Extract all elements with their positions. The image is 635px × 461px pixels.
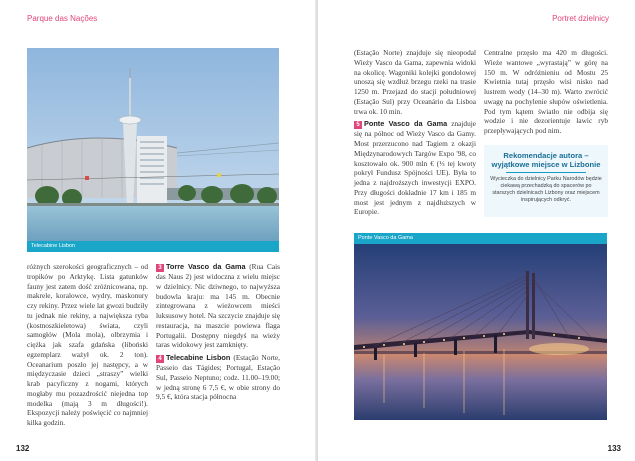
bridge-photo-caption: Ponte Vasco da Gama xyxy=(354,233,607,244)
poi-number-badge: 4 xyxy=(156,355,164,363)
author-recommendation-box xyxy=(484,145,608,217)
photo-vasco-da-gama-tower xyxy=(27,48,279,252)
poi-title: Telecabine Lisbon xyxy=(166,353,231,362)
bridge-photo-illustration xyxy=(354,233,607,420)
page-number-left: 132 xyxy=(16,444,30,453)
tower-photo-illustration xyxy=(27,48,279,252)
recommendation-divider xyxy=(506,172,586,173)
poi-text: (Estação Norte, Passeio das Tágides; Portugal, Estação Sul, Passeio Neptuno; codz. 11.00–19.00; w jedną stronę 6 7,5 €, w obie strony do 9,5 €, która stacja północna xyxy=(156,353,280,402)
poi-text: (Rua Cais das Naus 2) jest widoczna z wielu miejsc w dzielnicy. Nic dziwnego, to najwyższa budowla kraju: ma 145 m. Obecnie zintegrowana z wieżowcem mieści luksusowy hotel. Na szczycie znajduje się restauracja, na maszcie powiewa flaga Portugalii. Dostępny niegdyś na wieży taras widokowy jest zamknięty. xyxy=(156,262,281,350)
poi-ponte-vasco-da-gama xyxy=(354,119,476,217)
bridge-details-paragraph: Centralne przęsło ma 420 m długości. Wieże wantowe „wyrastają” w górę na 150 m. W odróżnieniu od Mostu 25 Kwietnia tutaj przęsło wisi nisko nad lustrem wody (14–30 m). Warto zwrócić uwagę na pochylenie słupów oświetlenia. Pod tym kątem światło nie odbija się wodzie i nie dezorientuje ławic ryb przepływających pod nim. xyxy=(484,48,608,135)
poi-title: Torre Vasco da Gama xyxy=(166,262,246,271)
right-column-1 xyxy=(354,48,476,217)
page-number-right: 133 xyxy=(607,444,621,453)
poi-title: Ponte Vasco da Gama xyxy=(364,119,448,129)
running-head-right: Portret dzielnicy xyxy=(552,14,609,23)
telecabine-continuation: (Estação Norte) znajduje się nieopodal Wieży Vasco da Gama, zapewnia widoki na okolicę. Wagoniki kolejki gondolowej unoszą się wzdłuż brzegu rzeki na trasie 1250 m. Przejazd do stacji południowej (Estação Sul) przy Oceanário da Lisboa trwa ok. 10 min. xyxy=(354,48,476,116)
poi-number-badge: 5 xyxy=(354,121,362,129)
photo-ponte-vasco-da-gama xyxy=(354,233,607,420)
recommendation-title: Rekomendacje autora – wyjątkowe miejsce w Lizbonie xyxy=(491,151,601,169)
left-page xyxy=(0,0,317,461)
poi-telecabine-lisbon xyxy=(156,353,280,402)
recommendation-text: Wycieczka do dzielnicy Parku Narodów będzie ciekawą przechadzką do spacerów po starszych dzielnicach Lizbony oraz miejscem inspirujących odkryć. xyxy=(490,176,602,203)
right-column-2 xyxy=(484,48,608,136)
poi-number-badge: 3 xyxy=(156,264,164,272)
left-column-1 xyxy=(27,262,148,428)
tower-photo-caption: Telecabine Lisbon xyxy=(27,241,279,252)
poi-torre-vasco-da-gama xyxy=(156,262,280,350)
poi-text: znajduje się na północ od Wieży Vasco da Gamy. Most przerzucono nad Tagiem z okazji Międzynarodowych Targów Expo '98, co kosztowało ok. 900 mln € (⅓ tej kwoty pokrył Fundusz Spójności UE). Była to jedna z najdroższych inwestycji EXPO. Przy długości dokładnie 17 km i 185 m most jest jednym z najdłuższych w Europie. xyxy=(354,119,476,217)
left-column-2 xyxy=(156,262,280,402)
running-head-left: Parque das Nações xyxy=(27,14,98,23)
oceanarium-paragraph: różnych szerokości geograficznych – od tropików po Arktykę. Lista gatunków fauny jest zatem dość zróżnicowana, np. makrele, koralowce, wydry, maskonury czy rekiny. Przez wiele lat gwozi budziły tu jednak nie rekiny, a największa ryba (kostnoszkieletowa) świata, czyli samogłów (Mola mola), olbrzymia i ciężka jak szafa gdańska (łiboński egzemplarz ważył ok. 2 ton). Oceanarium poszło jej następcy, a w międzyczasie dzieci „straszy” wielki krab pacyficzny z nogami, których mogłaby mu pozazdrościć niejedna top modelka (mają 3 m długości!). Ekspozycji należy poświęcić co najmniej kilka godzin. xyxy=(27,262,148,427)
